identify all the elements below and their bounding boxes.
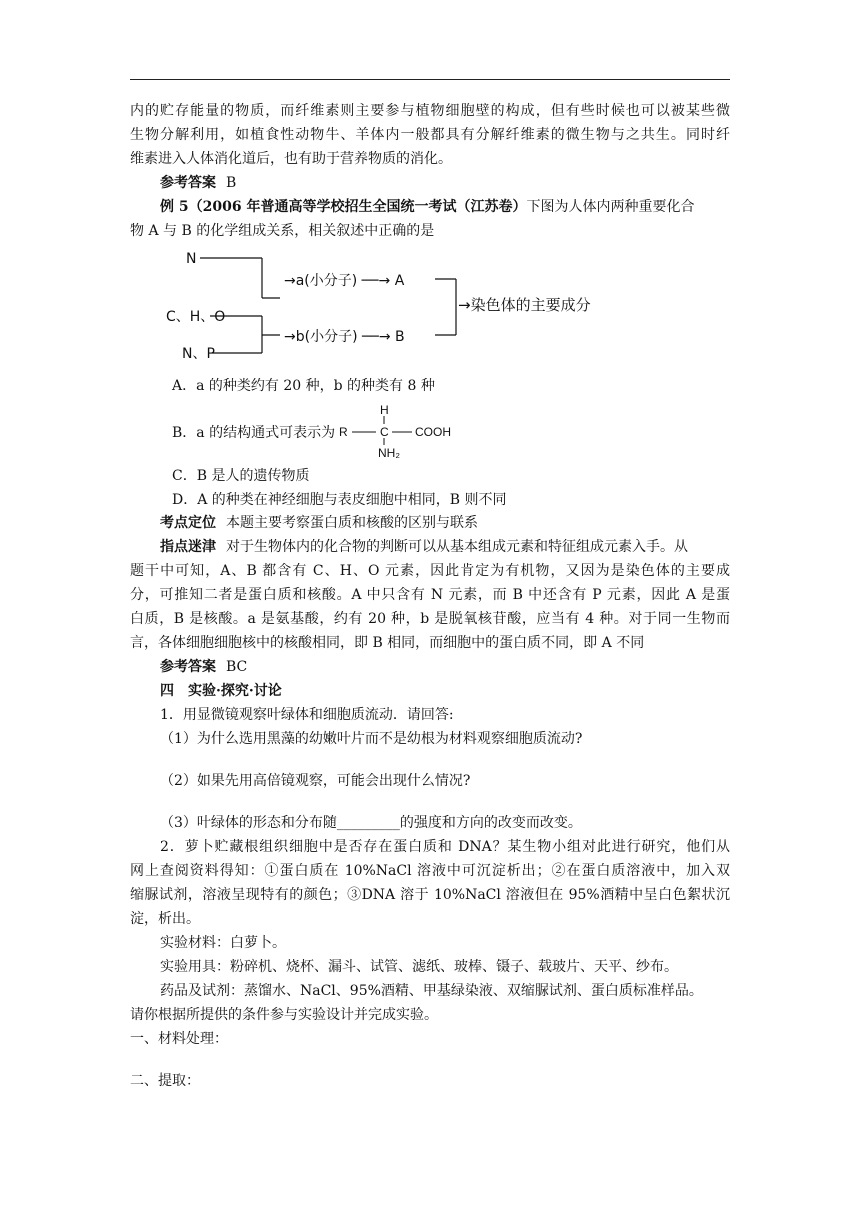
structure-cooh: COOH [415, 425, 451, 439]
header-rule [130, 79, 730, 80]
zhidian-label: 指点迷津 [160, 539, 216, 555]
q2-line1: 2．萝卜贮藏根组织细胞中是否存在蛋白质和 DNA？某生物小组对此进行研究，他们从 [160, 839, 730, 855]
structure-r: R [339, 425, 348, 439]
element-cho: C、H、O [166, 309, 226, 325]
zhidian-line5: 言，各体细胞细胞核中的核酸相同，即 B 相同，而细胞中的蛋白质不同，即 A 不同 [130, 635, 645, 651]
chromosome-component: →染色体的主要成分 [458, 296, 591, 314]
q2-instruction: 请你根据所提供的条件参与实验设计并完成实验。 [130, 1007, 438, 1023]
zhidian-line3: 分，可推知二者是蛋白质和核酸。A 中只含有 N 元素，而 B 中还含有 P 元素，因此 A 是蛋 [130, 587, 730, 603]
q2-step1: 一、材料处理： [130, 1031, 228, 1047]
kaodian-label: 考点定位 [160, 515, 216, 531]
composition-diagram [150, 243, 640, 367]
para1-line2: 生物分解利用，如植食性动物牛、羊体内一般都具有分解纤维素的微生物与之共生。同时纤 [130, 127, 730, 143]
answer1-value: B [226, 175, 237, 191]
structure-nh2: NH₂ [378, 446, 400, 460]
option-d: D．A 的种类在神经细胞与表皮细胞中相同，B 则不同 [172, 492, 507, 508]
element-n: N [186, 251, 197, 267]
q2-line2: 网上查阅资料得知：①蛋白质在 10%NaCl 溶液中可沉淀析出；②在蛋白质溶液中，加入双 [130, 863, 730, 879]
monomer-b: →b(小分子) ──→ B [284, 329, 405, 345]
q2-material: 实验材料：白萝卜。 [160, 935, 286, 951]
para1-line3: 维素进入人体消化道后，也有助于营养物质的消化。 [130, 151, 452, 167]
element-np: N、P [182, 346, 215, 362]
section4-heading: 四 实验·探究·讨论 [160, 683, 282, 699]
q2-reagents: 药品及试剂：蒸馏水、NaCl、95%酒精、甲基绿染液、双缩脲试剂、蛋白质标准样品。 [160, 983, 703, 999]
para1-line1: 内的贮存能量的物质，而纤维素则主要参与植物细胞壁的构成，但有些时候也可以被某些微 [130, 103, 730, 119]
answer1-label: 参考答案 [160, 175, 216, 191]
q2-line3: 缩脲试剂，溶液呈现特有的颜色；③DNA 溶于 10%NaCl 溶液但在 95%酒精中呈白色絮状沉 [130, 887, 730, 903]
q1-sub2: （2）如果先用高倍镜观察，可能会出现什么情况? [160, 773, 471, 789]
q1-sub3: （3）叶绿体的形态和分布随_________的强度和方向的改变而改变。 [160, 815, 582, 831]
option-a: A．a 的种类约有 20 种，b 的种类有 8 种 [172, 378, 435, 394]
answer2-value: BC [226, 659, 248, 675]
monomer-a: →a(小分子) ──→ A [284, 273, 405, 289]
zhidian-line1 [160, 537, 730, 557]
q1-stem: 1．用显微镜观察叶绿体和细胞质流动．请回答: [160, 707, 454, 723]
example5-text1: 下图为人体内两种重要化合 [526, 199, 695, 215]
structure-c: C [380, 425, 389, 439]
example5-line1 [160, 197, 730, 217]
zhidian-line2: 题干中可知，A、B 都含有 C、H、O 元素，因此肯定为有机物，又因为是染色体的主要成 [130, 563, 730, 579]
zhidian-text1: 对于生物体内的化合物的判断可以从基本组成元素和特征组成元素入手。从 [226, 539, 688, 555]
q2-tools: 实验用具：粉碎机、烧杯、漏斗、试管、滤纸、玻棒、镊子、载玻片、天平、纱布。 [160, 959, 678, 975]
amino-acid-structure [334, 401, 464, 463]
answer2 [160, 657, 247, 677]
option-b: B．a 的结构通式可表示为 [172, 425, 336, 441]
answer1 [160, 173, 236, 193]
kaodian [160, 513, 478, 533]
kaodian-text: 本题主要考察蛋白质和核酸的区别与联系 [226, 515, 478, 531]
example5-source: （2006 年普通高等学校招生全国统一考试（江苏卷） [188, 199, 527, 215]
q2-line4: 淀，析出。 [130, 911, 200, 927]
answer2-label: 参考答案 [160, 659, 216, 675]
q1-sub1: （1）为什么选用黑藻的幼嫩叶片而不是幼根为材料观察细胞质流动? [160, 731, 583, 747]
q2-step2: 二、提取： [130, 1073, 200, 1089]
example5-label: 例 5 [160, 199, 189, 215]
zhidian-line4: 白质，B 是核酸。a 是氨基酸，约有 20 种，b 是脱氧核苷酸，应当有 4 种。对于同一生物而 [130, 611, 730, 627]
example5-line2: 物 A 与 B 的化学组成关系，相关叙述中正确的是 [130, 223, 435, 239]
structure-h: H [380, 403, 389, 417]
option-c: C．B 是人的遗传物质 [172, 468, 310, 484]
